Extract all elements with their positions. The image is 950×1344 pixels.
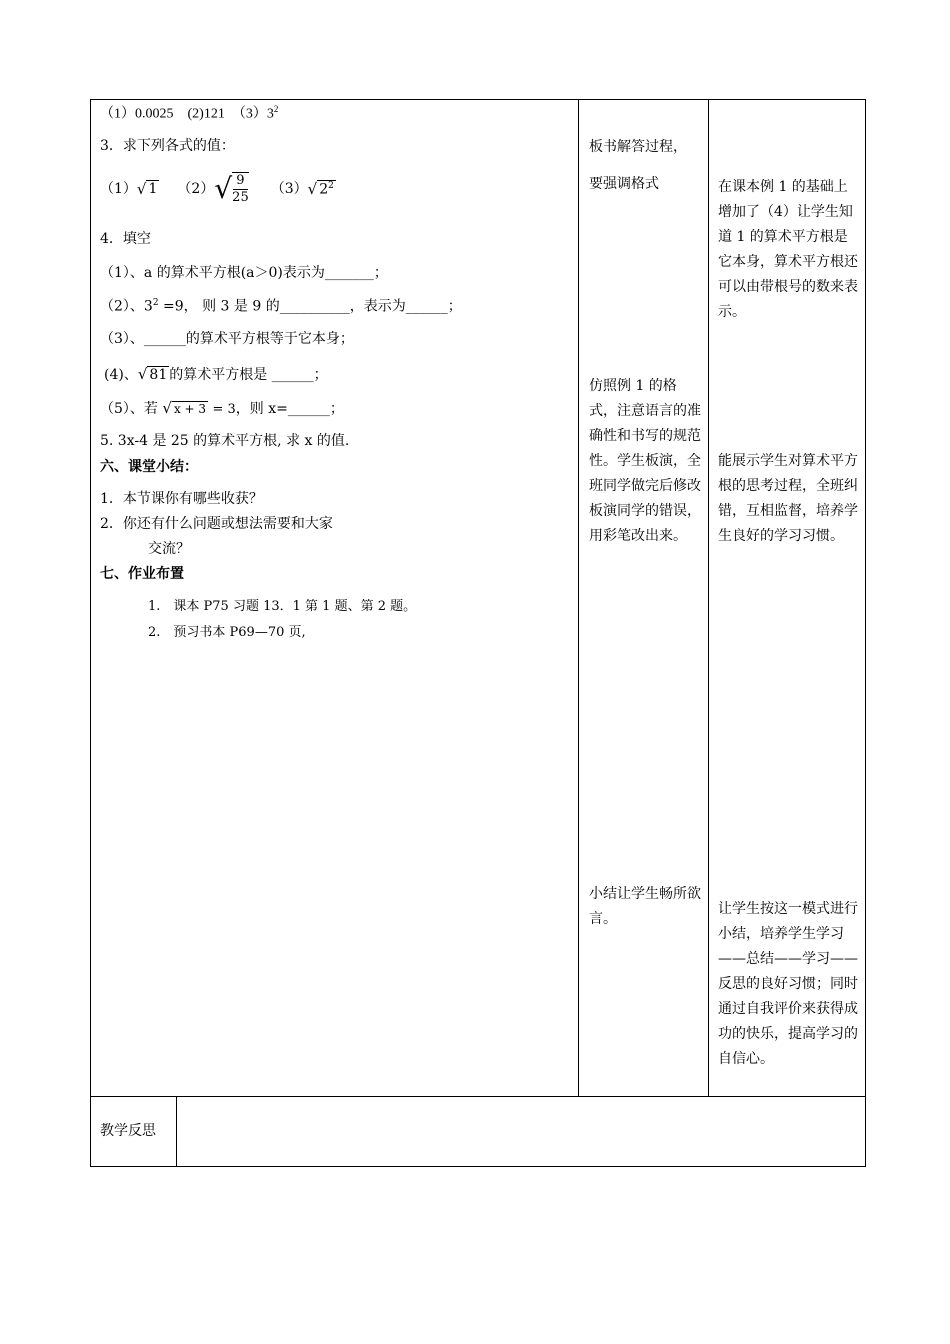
fill-2-end: =9， 则 3 是 9 的__________，表示为______； — [158, 298, 462, 315]
sqrt-icon: √ — [162, 399, 172, 417]
radicand: 1 — [148, 181, 158, 198]
item-label: （3） — [270, 180, 308, 197]
middle-note-3: 仿照例 1 的格式，注意语言的准确性和书写的规范性。学生板演，全班同学做完后修改板演同学的错误，用彩笔改出来。 — [589, 378, 701, 544]
fill-5-label: （5）、若 — [100, 401, 158, 417]
middle-note-2: 要强调格式 — [589, 176, 659, 192]
fill-1: （1）、a 的算术平方根(a＞0)表示为_______； — [100, 265, 388, 281]
sqrt-icon: √ — [137, 365, 148, 383]
reflection-label: 教学反思 — [100, 1123, 156, 1139]
section-summary-heading: 六、课堂小结： — [100, 459, 198, 475]
equation-rhs: = 3 — [212, 402, 236, 417]
middle-note-4: 小结让学生畅所欲言。 — [589, 886, 701, 927]
question-4: 4．填空 — [100, 231, 151, 247]
power-exponent: 2 — [273, 104, 279, 114]
exercise-items: （1）0.0025 (2)121 （3） — [100, 106, 267, 122]
summary-item-1: 1．本节课你有哪些收获？ — [100, 491, 263, 507]
fraction-denominator: 25 — [232, 190, 249, 205]
radicand: x + 3 — [173, 402, 207, 416]
summary-item-2: 2．你还有什么问题或想法需要和大家 — [100, 516, 333, 532]
fraction — [232, 172, 249, 206]
fill-2 — [100, 298, 462, 315]
section-homework-heading: 七、作业布置 — [100, 566, 184, 582]
right-note-3: 让学生按这一模式进行小结，培养学生学习——总结——学习——反思的良好习惯；同时通过自我评价来获得成功的快乐，提高学习的自信心。 — [718, 901, 858, 1067]
fill-5 — [100, 399, 344, 418]
column-divider — [708, 99, 709, 1096]
item-label: （1） — [100, 180, 137, 197]
question-5: 5. 3x-4 是 25 的算术平方根, 求 x 的值. — [100, 433, 350, 449]
homework-item-2: 2. 预习书本 P69—70 页, — [148, 625, 306, 640]
power-exponent: 2 — [152, 298, 159, 308]
fill-4 — [104, 365, 328, 384]
radicand: 81 — [149, 367, 168, 383]
question-3-items — [100, 172, 336, 206]
fill-4-label: (4)、 — [104, 367, 138, 383]
right-note-2: 能展示学生对算术平方根的思考过程，全班纠错，互相监督，培养学生良好的学习习惯。 — [718, 453, 858, 544]
sqrt-icon: √ — [136, 180, 147, 198]
power-base: 3 — [266, 106, 274, 122]
fill-5-text: ，则 x=______； — [235, 401, 344, 417]
item-label: （2） — [177, 180, 215, 197]
column-divider — [176, 1096, 177, 1167]
middle-note-1: 板书解答过程， — [589, 139, 687, 155]
fill-3: （3）、______的算术平方根等于它本身； — [100, 331, 354, 347]
fill-2-start: （2）、3 — [100, 298, 153, 315]
question-3: 3．求下列各式的值： — [100, 138, 235, 154]
radicand — [317, 180, 336, 198]
sqrt-icon: √ — [214, 172, 233, 206]
fraction-numerator: 9 — [233, 173, 247, 190]
exercise-line-1 — [100, 104, 278, 123]
summary-item-2-cont: 交流？ — [148, 541, 190, 557]
fill-4-text: 的算术平方根是 ______； — [169, 367, 328, 383]
sqrt-icon: √ — [307, 180, 318, 198]
power-base: 2 — [319, 181, 329, 198]
row-divider — [90, 1096, 866, 1097]
homework-item-1: 1. 课本 P75 习题 13．1 第 1 题、第 2 题。 — [148, 599, 417, 614]
column-divider — [578, 99, 579, 1096]
right-note-1: 在课本例 1 的基础上增加了（4）让学生知道 1 的算术平方根是它本身，算术平方根还可以由带根号的数来表示。 — [718, 179, 858, 320]
power-exponent: 2 — [328, 180, 334, 191]
